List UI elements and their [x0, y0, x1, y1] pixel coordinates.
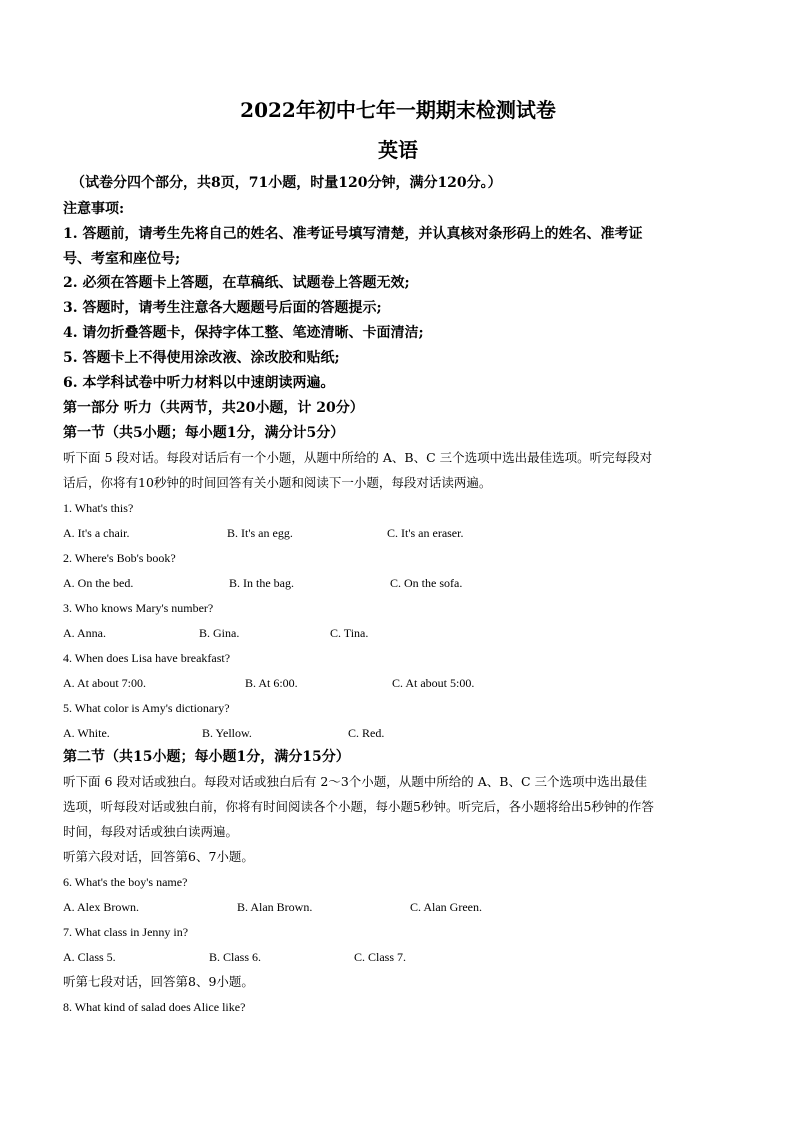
note-line: 6. 本学科试卷中听力材料以中速朗读两遍。: [63, 375, 335, 391]
exam-info: （试卷分四个部分，共8页，71小题，时量120分钟，满分120分。）: [71, 175, 502, 191]
note-line: 3. 答题时，请考生注意各大题题号后面的答题提示;: [63, 300, 382, 316]
section1-instructions: 话后，你将有10秒钟的时间回答有关小题和阅读下一小题，每段对话读两遍。: [63, 475, 492, 490]
note-line: 5. 答题卡上不得使用涂改液、涂改胶和贴纸;: [63, 350, 340, 366]
question-text: 7. What class in Jenny in?: [63, 925, 189, 939]
note-line: 号、考室和座位号;: [63, 251, 181, 267]
answer-option: C. It's an eraser.: [387, 526, 464, 540]
question-text: 5. What color is Amy's dictionary?: [63, 701, 230, 715]
answer-option: C. Red.: [348, 726, 385, 740]
answer-option: A. Class 5.: [63, 950, 116, 964]
question-text: 6. What's the boy's name?: [63, 875, 188, 889]
answer-option: B. It's an egg.: [227, 526, 293, 540]
answer-option: A. On the bed.: [63, 576, 134, 590]
question-text: 2. Where's Bob's book?: [63, 551, 176, 565]
answer-option: C. Class 7.: [354, 950, 407, 964]
section2-heading: 第二节（共15小题；每小题1分，满分15分）: [63, 749, 350, 765]
answer-option: B. At 6:00.: [245, 676, 298, 690]
answer-option: C. Alan Green.: [410, 900, 482, 914]
exam-title: 2022年初中七年一期期末检测试卷: [240, 98, 556, 122]
section1-instructions: 听下面 5 段对话。每段对话后有一个小题，从题中所给的 A、B、C 三个选项中选出最佳选项。听完每段对: [63, 450, 653, 465]
answer-option: B. Alan Brown.: [237, 900, 313, 914]
answer-option: C. At about 5:00.: [392, 676, 475, 690]
answer-option: A. It's a chair.: [63, 526, 130, 540]
section1-heading: 第一节（共5小题；每小题1分，满分计5分）: [63, 425, 345, 441]
answer-option: A. White.: [63, 726, 110, 740]
note-line: 2. 必须在答题卡上答题，在草稿纸、试题卷上答题无效;: [63, 275, 410, 291]
note-line: 1. 答题前，请考生先将自己的姓名、准考证号填写清楚，并认真核对条形码上的姓名、准考证: [63, 226, 643, 242]
note-line: 4. 请勿折叠答题卡，保持字体工整、笔迹清晰、卡面清洁;: [63, 325, 424, 341]
question-text: 1. What's this?: [63, 501, 134, 515]
answer-option: B. Yellow.: [202, 726, 252, 740]
answer-option: B. In the bag.: [229, 576, 294, 590]
section2-instructions: 时间，每段对话或独白读两遍。: [63, 824, 239, 839]
question-text: 8. What kind of salad does Alice like?: [63, 1000, 246, 1014]
question-text: 4. When does Lisa have breakfast?: [63, 651, 231, 665]
answer-option: C. Tina.: [330, 626, 369, 640]
answer-option: B. Gina.: [199, 626, 240, 640]
dialog-label: 听第六段对话，回答第6、7小题。: [63, 849, 254, 864]
notes-heading: 注意事项:: [63, 201, 125, 217]
answer-option: B. Class 6.: [209, 950, 262, 964]
answer-option: A. At about 7:00.: [63, 676, 146, 690]
section2-instructions: 听下面 6 段对话或独白。每段对话或独白后有 2～3个小题，从题中所给的 A、B、C 三个选项中选出最佳: [63, 774, 648, 789]
answer-option: A. Alex Brown.: [63, 900, 139, 914]
question-text: 3. Who knows Mary's number?: [63, 601, 214, 615]
answer-option: C. On the sofa.: [390, 576, 463, 590]
answer-option: A. Anna.: [63, 626, 106, 640]
dialog-label: 听第七段对话，回答第8、9小题。: [63, 974, 254, 989]
section2-instructions: 选项，听每段对话或独白前，你将有时间阅读各个小题，每小题5秒钟。听完后，各小题将给出5秒钟的作答: [63, 799, 654, 814]
part1-heading: 第一部分 听力（共两节，共20小题，计 20分）: [63, 400, 364, 416]
exam-subject: 英语: [378, 138, 418, 162]
